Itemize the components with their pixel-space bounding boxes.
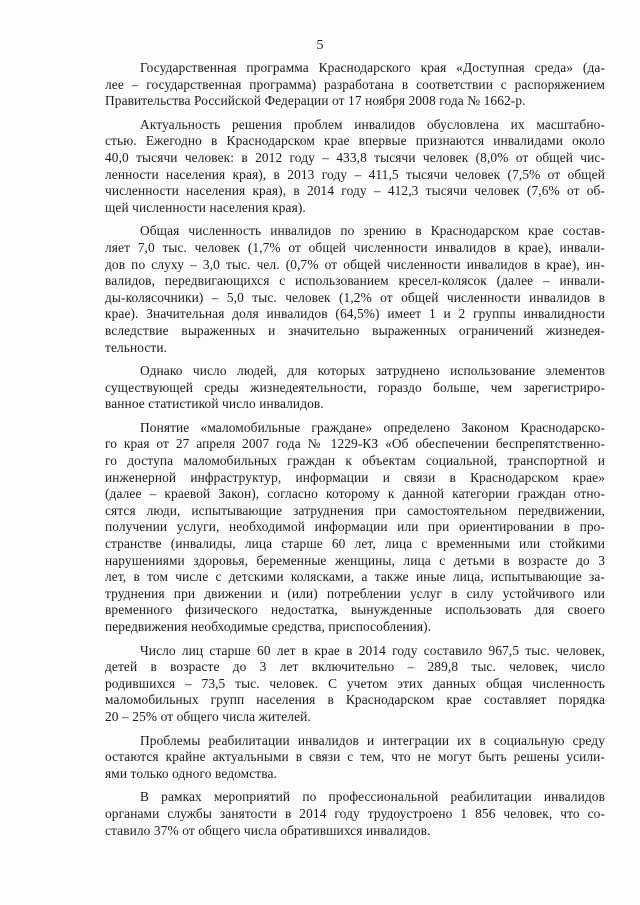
text-line: численности населения края), в 2014 году – 412,3 тысячи человек (7,6% от об- [105,183,605,199]
text-line: лее – государственная программа) разработана в соответствии с распоряжением [105,76,605,92]
text-line: Правительства Российской Федерации от 17 ноября 2008 года № 1662-р. [105,93,526,109]
text-line: тельности. [105,339,168,355]
paragraph [105,733,605,783]
text-line: В рамках мероприятий по профессиональной реабилитации инвалидов [140,789,605,805]
text-line: Число лиц старше 60 лет в крае в 2014 году составило 967,5 тыс. человек, [140,642,605,658]
text-line: ванное статистикой число инвалидов. [105,396,324,412]
text-line: щей численности населения края). [105,199,306,215]
page-number: 5 [316,38,324,53]
text-line: стью. Ежегодно в Краснодарском крае впервые признаются инвалидами около [105,133,605,149]
text-line: ставило 37% от общего числа обратившихся инвалидов. [105,822,431,838]
text-line: Государственная программа Краснодарского края «Доступная среда» (да- [140,60,605,75]
text-line: ляет 7,0 тыс. человек (1,7% от общей численности инвалидов в крае), инвали- [105,239,605,255]
text-line: дов по слуху – 3,0 тыс. чел. (0,7% от общей численности инвалидов в крае), ин- [105,256,605,272]
paragraph [105,789,605,839]
text-line: крае). Значительная доля инвалидов (64,5%) имеет 1 и 2 группы инвалидности [105,306,605,322]
text-line: го края от 27 апреля 2007 года № 1229-КЗ «Об обеспечении беспрепятственно- [105,436,605,452]
text-line: валидов, передвигающихся с использованием кресел-колясок (далее – инвали- [105,273,605,289]
text-line: Актуальность решения проблем инвалидов обусловлена их масштабно- [140,116,605,132]
text-line: родившихся – 73,5 тыс. человек. С учетом этих данных общая численность [105,675,605,691]
text-line: передвижения необходимые средства, приспособления). [105,619,432,634]
paragraph [105,60,605,110]
text-line: остаются крайне актуальными в связи с тем, что не могут быть решены усили- [105,749,605,765]
text-line: Однако число людей, для которых затруднено использование элементов [140,363,605,379]
text-line: инженерной инфраструктур, информации и связи в Краснодарском крае» [105,469,605,485]
document-body [105,60,605,846]
text-line: труднения при движении и (или) потреблении услуг в силу устойчивого или [105,585,605,601]
text-line: (далее – краевой Закон), согласно которому к данной категории граждан отно- [105,486,605,502]
text-line: ями только одного ведомства. [105,765,277,781]
text-line: сятся люди, испытывающие затруднения при самостоятельном передвижении, [105,502,605,518]
text-line: вследствие выраженных и значительно выраженных ограничений жизнедея- [105,322,605,338]
text-line: го доступа маломобильных граждан к объектам социальной, транспортной и [105,453,605,469]
text-line: Проблемы реабилитации инвалидов и интеграции их в социальную среду [140,732,605,748]
text-line: получении услуги, необходимой информации или при ориентировании в про- [105,519,605,535]
paragraph [105,223,605,356]
text-line: маломобильных групп населения в Краснодарском крае составляет порядка [105,692,605,708]
text-line: 40,0 тысячи человек: в 2012 году – 433,8 тысячи человек (8,0% от общей чис- [105,149,605,165]
text-line: временного физического недостатка, вынужденные использовать для своего [105,602,605,618]
paragraph [105,643,605,726]
paragraph [105,117,605,217]
text-line: 20 – 25% от общего числа жителей. [105,708,311,724]
text-line: Понятие «маломобильные граждане» определено Законом Краснодарско- [140,419,605,435]
text-line: нарушениями здоровья, беременные женщины, лица с детьми в возрасте до 3 [105,552,605,568]
paragraph [105,363,605,413]
text-line: лет, в том числе с детскими колясками, а также иные лица, испытывающие за- [105,569,605,585]
text-line: странстве (инвалиды, лица старше 60 лет, лица с временными или стойкими [105,536,605,552]
text-line: ленности населения края), в 2013 году – 411,5 тысячи человек (7,5% от общей [105,166,605,182]
paragraph [105,420,605,636]
text-line: Общая численность инвалидов по зрению в Краснодарском крае состав- [140,223,605,239]
text-line: органами службы занятости в 2014 году трудоустроено 1 856 человек, что со- [105,805,605,821]
text-line: существующей среды жизнедеятельности, гораздо больше, чем зарегистриро- [105,379,605,395]
text-line: ды-колясочники) – 5,0 тыс. человек (1,2% от общей численности инвалидов в [105,289,605,305]
text-line: детей в возрасте до 3 лет включительно – 289,8 тыс. человек, число [105,659,605,675]
